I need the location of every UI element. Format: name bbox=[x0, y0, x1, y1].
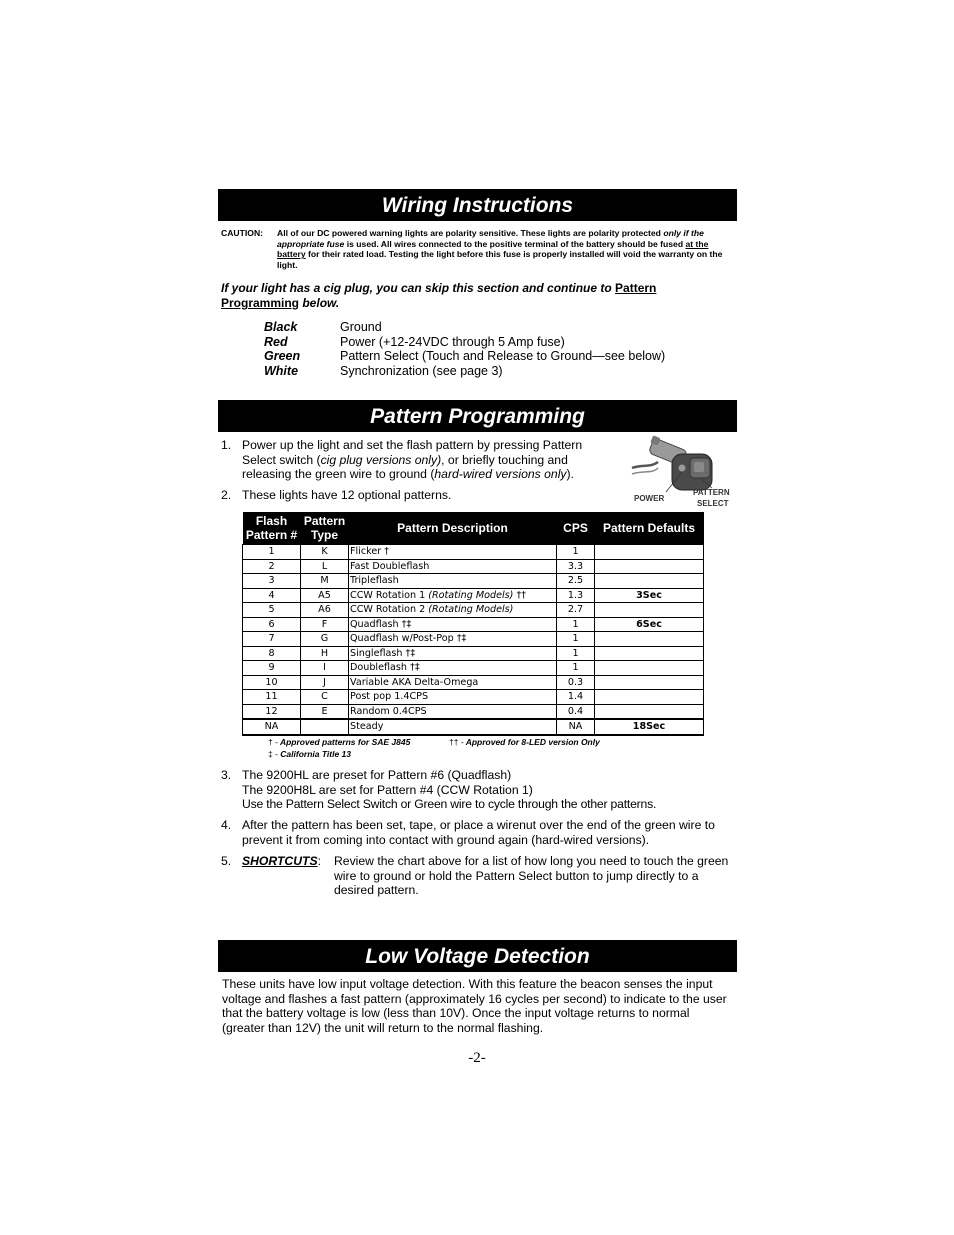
select-label: SELECT bbox=[697, 499, 729, 508]
cell-default bbox=[595, 675, 704, 690]
cell-cps: 1 bbox=[557, 646, 595, 661]
cell-pattern-type: A6 bbox=[301, 603, 349, 618]
cell-pattern-number: 6 bbox=[243, 617, 301, 632]
cell-pattern-type: M bbox=[301, 574, 349, 589]
step-3: 3. The 9200HL are preset for Pattern #6 (Quadflash) The 9200H8L are set for Pattern #4 (CCW Rotation 1) Use the Pattern Select Switch or Green wire to cycle through the other patterns. bbox=[221, 768, 657, 812]
wire-color-list bbox=[264, 320, 665, 378]
footnote-8led: †† - Approved for 8-LED version Only bbox=[449, 737, 600, 747]
cell-default bbox=[595, 661, 704, 676]
table-row bbox=[243, 690, 704, 705]
cell-cps: 1 bbox=[557, 661, 595, 676]
cell-pattern-type: L bbox=[301, 559, 349, 574]
wire-row-black: Black Ground bbox=[264, 320, 382, 334]
step-2: 2. These lights have 12 optional patterns. bbox=[221, 488, 452, 502]
cell-description: Fast Doubleflash bbox=[349, 559, 557, 574]
cell-cps: 1 bbox=[557, 617, 595, 632]
cell-pattern-number: 12 bbox=[243, 704, 301, 719]
table-row-steady bbox=[243, 719, 704, 735]
col-defaults: Pattern Defaults bbox=[595, 512, 704, 545]
cell-pattern-type: I bbox=[301, 661, 349, 676]
cell-description: Flicker † bbox=[349, 545, 557, 560]
cell-default bbox=[595, 690, 704, 705]
pattern-table bbox=[242, 512, 704, 736]
cell-default bbox=[595, 574, 704, 589]
cig-plug-note: If your light has a cig plug, you can skip this section and continue to Pattern Programming below. bbox=[221, 281, 657, 310]
table-row bbox=[243, 588, 704, 603]
wire-row-red: Red Power (+12-24VDC through 5 Amp fuse) bbox=[264, 334, 565, 349]
cig-plug-image bbox=[628, 434, 740, 514]
table-row bbox=[243, 603, 704, 618]
cell-description: Quadflash †‡ bbox=[349, 617, 557, 632]
wiring-instructions-heading: Wiring Instructions bbox=[218, 189, 737, 221]
cell-pattern-type: G bbox=[301, 632, 349, 647]
col-pattern-type: Pattern Type bbox=[301, 512, 349, 545]
step-1: 1. Power up the light and set the flash pattern by pressing Pattern Select switch (cig plug versions only), or briefly touching and releasing the green wire to ground (hard-wired versions only). bbox=[221, 438, 583, 482]
cell-pattern-number: 4 bbox=[243, 588, 301, 603]
cell-pattern-number: 2 bbox=[243, 559, 301, 574]
cell-pattern-type: A5 bbox=[301, 588, 349, 603]
cell-pattern-number: 3 bbox=[243, 574, 301, 589]
table-row bbox=[243, 704, 704, 719]
table-row bbox=[243, 545, 704, 560]
cell-pattern-number: 10 bbox=[243, 675, 301, 690]
footnote-sae: † - Approved patterns for SAE J845 bbox=[268, 737, 411, 747]
cell-description: Post pop 1.4CPS bbox=[349, 690, 557, 705]
cell-cps: 2.5 bbox=[557, 574, 595, 589]
cell-description: Quadflash w/Post-Pop †‡ bbox=[349, 632, 557, 647]
cell-default: 6Sec bbox=[595, 617, 704, 632]
shortcuts-text: Review the chart above for a list of how long you need to touch the green wire to ground or hold the Pattern Select button to jump directly to a desired pattern. bbox=[334, 854, 729, 898]
power-label: POWER bbox=[634, 494, 665, 503]
cell-pattern-type: K bbox=[301, 545, 349, 560]
cell-cps: 0.3 bbox=[557, 675, 595, 690]
cell-description: Steady bbox=[349, 719, 557, 735]
table-header-row bbox=[243, 512, 704, 545]
cell-default bbox=[595, 632, 704, 647]
cell-cps: 1.3 bbox=[557, 588, 595, 603]
low-voltage-text: These units have low input voltage detection. With this feature the beacon senses the input voltage and flashes a fast pattern (approximately 16 cycles per second) to indicate to the user that the battery voltage is low (less than 10V). Once the input voltage returns to normal (greater than 12V) the unit will return to the normal flashing. bbox=[222, 977, 727, 1035]
footnote-california: ‡ - California Title 13 bbox=[268, 749, 351, 759]
cell-description: Doubleflash †‡ bbox=[349, 661, 557, 676]
cell-description: Singleflash †‡ bbox=[349, 646, 557, 661]
low-voltage-heading: Low Voltage Detection bbox=[218, 940, 737, 972]
cell-default bbox=[595, 559, 704, 574]
wire-row-white: White Synchronization (see page 3) bbox=[264, 363, 503, 378]
col-flash-pattern: Flash Pattern # bbox=[243, 512, 301, 545]
pattern-programming-heading: Pattern Programming bbox=[218, 400, 737, 432]
cell-default bbox=[595, 704, 704, 719]
col-cps: CPS bbox=[557, 512, 595, 545]
pattern-label: PATTERN bbox=[693, 488, 730, 497]
col-description: Pattern Description bbox=[349, 512, 557, 545]
cell-pattern-number: NA bbox=[243, 719, 301, 735]
cell-cps: 1 bbox=[557, 545, 595, 560]
cell-default bbox=[595, 603, 704, 618]
cell-pattern-type: C bbox=[301, 690, 349, 705]
cell-pattern-type bbox=[301, 719, 349, 735]
cell-description: CCW Rotation 1 (Rotating Models) †† bbox=[349, 588, 557, 603]
cell-description: CCW Rotation 2 (Rotating Models) bbox=[349, 603, 557, 618]
table-row bbox=[243, 661, 704, 676]
cell-pattern-type: F bbox=[301, 617, 349, 632]
cell-pattern-type: H bbox=[301, 646, 349, 661]
cell-pattern-number: 7 bbox=[243, 632, 301, 647]
cell-cps: NA bbox=[557, 719, 595, 735]
cell-pattern-number: 8 bbox=[243, 646, 301, 661]
caution-label: CAUTION: bbox=[221, 228, 264, 238]
cell-cps: 1 bbox=[557, 632, 595, 647]
cell-pattern-number: 1 bbox=[243, 545, 301, 560]
table-row bbox=[243, 617, 704, 632]
cell-cps: 0.4 bbox=[557, 704, 595, 719]
page-number: -2- bbox=[468, 1050, 486, 1066]
cell-pattern-number: 9 bbox=[243, 661, 301, 676]
table-row bbox=[243, 574, 704, 589]
cell-pattern-type: E bbox=[301, 704, 349, 719]
cell-cps: 2.7 bbox=[557, 603, 595, 618]
cell-default: 3Sec bbox=[595, 588, 704, 603]
cell-default: 18Sec bbox=[595, 719, 704, 735]
cell-description: Tripleflash bbox=[349, 574, 557, 589]
table-row bbox=[243, 646, 704, 661]
table-row bbox=[243, 632, 704, 647]
pattern-programming-link[interactable]: Pattern Programming bbox=[221, 281, 657, 310]
cell-cps: 1.4 bbox=[557, 690, 595, 705]
table-row bbox=[243, 559, 704, 574]
cell-cps: 3.3 bbox=[557, 559, 595, 574]
shortcuts-label: SHORTCUTS bbox=[242, 854, 318, 868]
cell-default bbox=[595, 545, 704, 560]
cell-description: Random 0.4CPS bbox=[349, 704, 557, 719]
wire-row-green: Green Pattern Select (Touch and Release to Ground—see below) bbox=[264, 349, 666, 364]
step-4: 4. After the pattern has been set, tape, or place a wirenut over the end of the green wire to prevent it from coming into contact with ground again (hard-wired versions). bbox=[221, 818, 715, 847]
cell-description: Variable AKA Delta-Omega bbox=[349, 675, 557, 690]
cell-pattern-number: 11 bbox=[243, 690, 301, 705]
table-row bbox=[243, 675, 704, 690]
cell-pattern-number: 5 bbox=[243, 603, 301, 618]
cell-pattern-type: J bbox=[301, 675, 349, 690]
cell-default bbox=[595, 646, 704, 661]
step-5: 5. SHORTCUTS: Review the chart above for a list of how long you need to touch the green wire to ground or hold the Pattern Select button to jump directly to a desired pattern. bbox=[221, 854, 731, 898]
caution-text: All of our DC powered warning lights are polarity sensitive. These lights are polarity protected only if the appropriate fuse is used. All wires connected to the positive terminal of the battery should be fused at the battery for their rated load. Testing the light before this fuse is properly installed will void the warranty on the light. bbox=[277, 228, 723, 270]
caution-notice bbox=[221, 228, 737, 270]
